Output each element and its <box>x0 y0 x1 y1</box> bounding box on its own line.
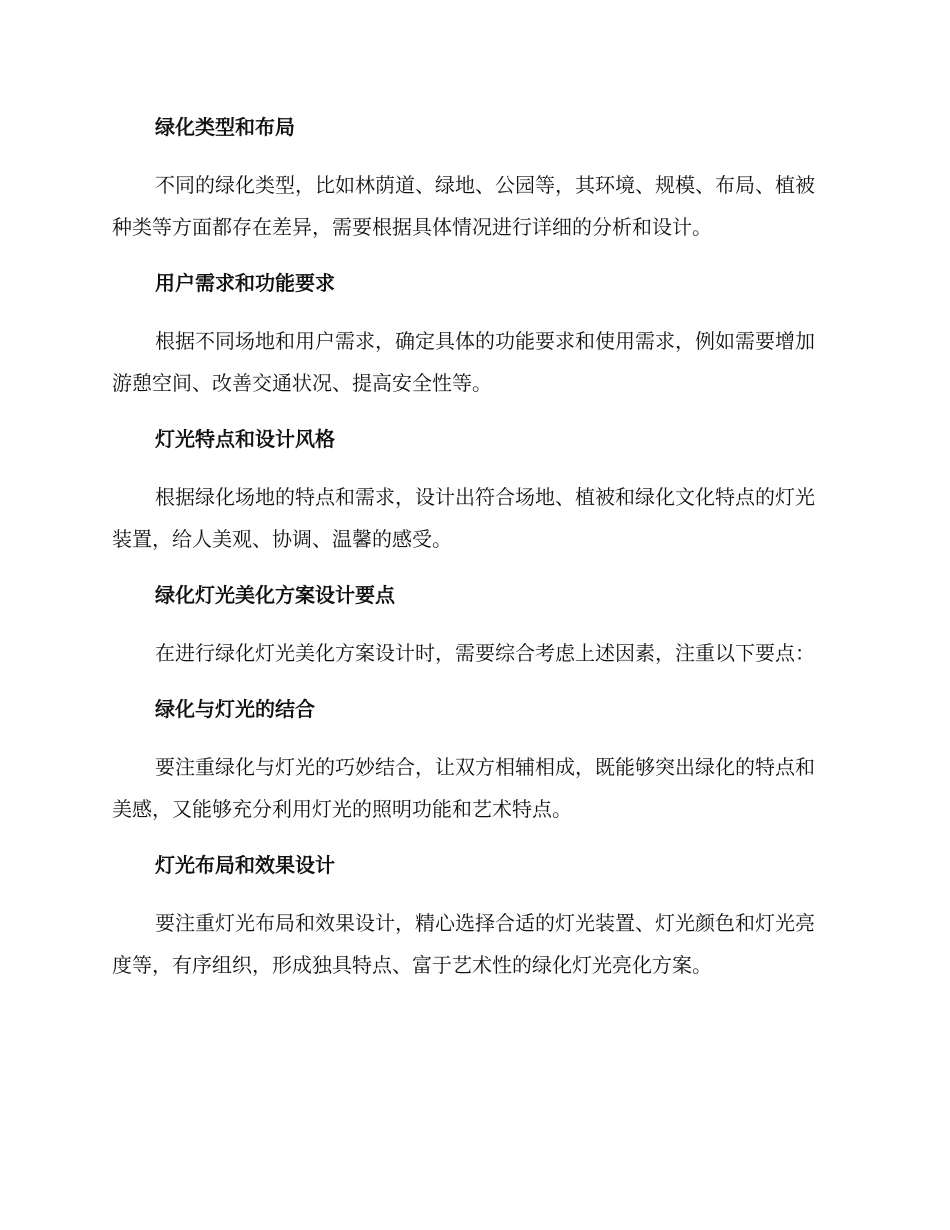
section-design-key-points <box>112 580 830 674</box>
section-paragraph: 不同的绿化类型，比如林荫道、绿地、公园等，其环境、规模、布局、植被种类等方面都存在差异，需要根据具体情况进行详细的分析和设计。 <box>112 173 815 239</box>
section-heading: 用户需求和功能要求 <box>155 271 335 295</box>
section-paragraph: 要注重绿化与灯光的巧妙结合，让双方相辅相成，既能够突出绿化的特点和美感，又能够充分利用灯光的照明功能和艺术特点。 <box>112 755 815 821</box>
section-heading: 绿化类型和布局 <box>155 115 295 139</box>
section-paragraph: 根据不同场地和用户需求，确定具体的功能要求和使用需求，例如需要增加游憩空间、改善交通状况、提高安全性等。 <box>112 329 815 395</box>
section-paragraph: 在进行绿化灯光美化方案设计时，需要综合考虑上述因素，注重以下要点： <box>155 641 815 665</box>
section-greening-types <box>112 112 830 248</box>
section-heading: 绿化与灯光的结合 <box>155 697 315 721</box>
section-lighting-layout <box>112 850 830 986</box>
section-paragraph: 要注重灯光布局和效果设计，精心选择合适的灯光装置、灯光颜色和灯光亮度等，有序组织，形成独具特点、富于艺术性的绿化灯光亮化方案。 <box>112 911 815 977</box>
section-heading: 灯光特点和设计风格 <box>155 427 335 451</box>
document-body <box>112 112 830 1006</box>
section-heading: 绿化灯光美化方案设计要点 <box>155 583 395 607</box>
section-heading: 灯光布局和效果设计 <box>155 853 335 877</box>
section-paragraph: 根据绿化场地的特点和需求，设计出符合场地、植被和绿化文化特点的灯光装置，给人美观、协调、温馨的感受。 <box>112 485 815 551</box>
section-greening-lighting-combination <box>112 694 830 830</box>
section-lighting-style <box>112 424 830 560</box>
section-user-needs <box>112 268 830 404</box>
